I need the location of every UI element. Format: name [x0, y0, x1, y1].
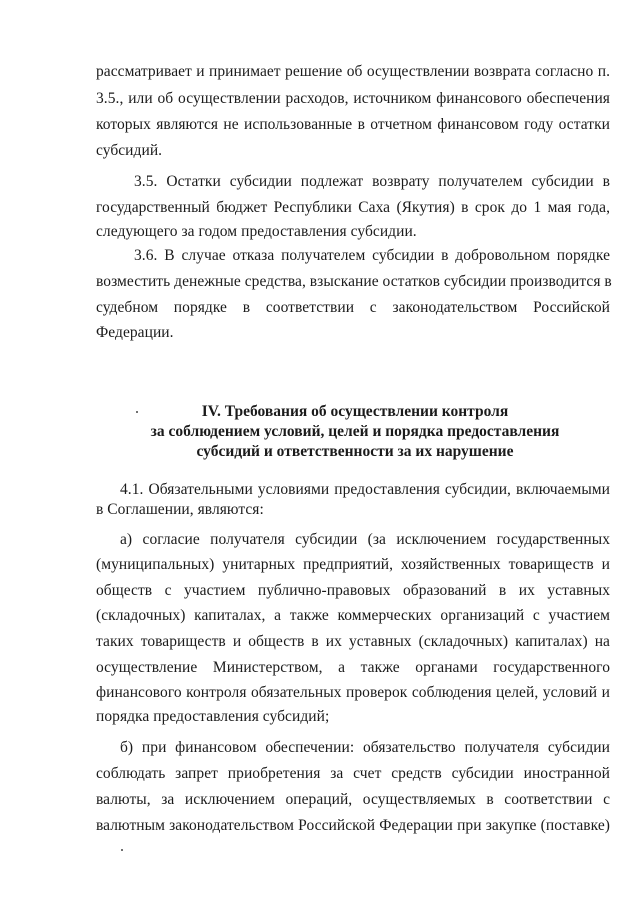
text-line: порядка предоставления субсидий;: [96, 708, 330, 725]
text-line: Федерации.: [96, 324, 174, 341]
text-line: валюты, за исключением операций, осуществляемых в соответствии с: [96, 791, 610, 808]
text-line: соблюдать запрет приобретения за счет средств субсидии иностранной: [96, 765, 610, 782]
text-line: б) при финансовом обеспечении: обязательство получателя субсидии: [120, 739, 610, 756]
heading-line: за соблюдением условий, целей и порядка предоставления: [150, 423, 560, 440]
text-line: государственный бюджет Республики Саха (Якутия) в срок до 1 мая года,: [96, 199, 610, 216]
heading-line: IV. Требования об осуществлении контроля: [201, 403, 509, 420]
text-line: финансового контроля обязательных проверок соблюдения целей, условий и: [96, 684, 610, 701]
text-line: рассматривает и принимает решение об осуществлении возврата согласно п.: [96, 63, 610, 80]
text-line: валютным законодательством Российской Федерации при закупке (поставке): [96, 817, 610, 834]
text-line: следующего за годом предоставления субсидии.: [96, 223, 417, 240]
text-line: таких товариществ и обществ в их уставных (складочных) капиталах) на: [96, 633, 610, 650]
text-line: осуществление Министерством, а также органами государственного: [96, 659, 610, 676]
text-line: (складочных) капиталах, а также коммерческих организаций с участием: [96, 607, 610, 624]
text-line: субсидий.: [96, 142, 163, 159]
text-line: обществ с участием публично-правовых образований в их уставных: [96, 582, 610, 599]
scan-speck: [136, 411, 138, 413]
text-line: а) согласие получателя субсидии (за исключением государственных: [120, 531, 610, 548]
scan-speck: [121, 849, 123, 851]
text-line: 3.5., или об осуществлении расходов, источником финансового обеспечения: [96, 90, 610, 107]
text-line: (муниципальных) унитарных предприятий, хозяйственных товариществ и: [96, 556, 610, 573]
text-line: которых являются не использованные в отчетном финансовом году остатки: [96, 116, 610, 133]
text-line: в Соглашении, являются:: [96, 501, 264, 518]
text-line: 3.5. Остатки субсидии подлежат возврату получателем субсидии в: [134, 173, 610, 190]
heading-line: субсидий и ответственности за их нарушение: [196, 443, 514, 460]
text-line: 3.6. В случае отказа получателем субсидии в добровольном порядке: [134, 247, 610, 264]
text-line: возместить денежные средства, взыскание остатков субсидии производится в: [96, 273, 612, 290]
text-line: 4.1. Обязательными условиями предоставления субсидии, включаемыми: [120, 481, 610, 498]
text-line: судебном порядке в соответствии с законодательством Российской: [96, 299, 610, 316]
